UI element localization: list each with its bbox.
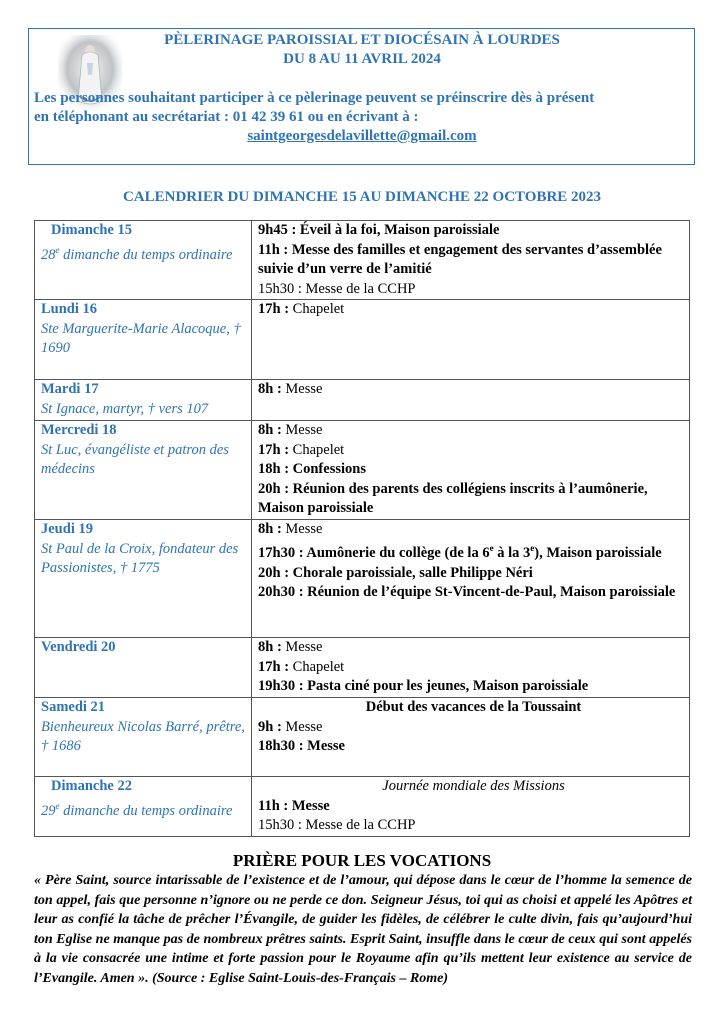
saint-of-day: Ste Marguerite-Marie Alacoque, † 1690 xyxy=(41,320,241,356)
event: 17h : Chapelet xyxy=(258,441,345,458)
day-cell xyxy=(35,380,252,421)
event: 20h30 : Réunion de l’équipe St-Vincent-de-Paul, Maison paroissiale xyxy=(258,584,676,601)
text-line-1: Les personnes souhaitant participer à ce pèlerinage peuvent se préinscrire dès à présent xyxy=(34,90,595,106)
table-row xyxy=(35,520,690,638)
event: 8h : Messe xyxy=(258,381,323,397)
table-row xyxy=(35,698,690,777)
event: 9h : Messe xyxy=(258,718,323,735)
events-cell xyxy=(252,698,690,777)
events-cell xyxy=(252,421,690,520)
pilgrimage-title xyxy=(0,31,724,69)
event: 15h30 : Messe de la CCHP xyxy=(258,280,416,297)
saint-of-day: St Paul de la Croix, fondateur des Passionistes, † 1775 xyxy=(41,540,239,576)
day-name: Mercredi 18 xyxy=(41,422,117,438)
event: 18h : Confessions xyxy=(258,461,366,477)
day-cell xyxy=(35,221,252,300)
day-name: Lundi 16 xyxy=(41,301,98,317)
day-note: Début des vacances de la Toussaint xyxy=(365,699,582,715)
event: 11h : Messe des familles et engagement des servantes d’assemblée suivie d’un verre de l’amitié xyxy=(258,241,662,277)
calendar-table xyxy=(34,220,690,837)
calendar-title: CALENDRIER DU DIMANCHE 15 AU DIMANCHE 22 OCTOBRE 2023 xyxy=(122,189,602,205)
prayer-title: PRIÈRE POUR LES VOCATIONS xyxy=(232,851,492,870)
table-row xyxy=(35,777,690,837)
day-cell xyxy=(35,638,252,698)
table-row xyxy=(35,300,690,380)
events-cell xyxy=(252,777,690,837)
event: 8h : Messe xyxy=(258,639,323,655)
events-cell xyxy=(252,638,690,698)
liturgical-day: 28e dimanche du temps ordinaire xyxy=(41,244,233,263)
saint-of-day: St Ignace, martyr, † vers 107 xyxy=(41,400,209,417)
table-row xyxy=(35,380,690,421)
event: 20h : Chorale paroissiale, salle Philippe Néri xyxy=(258,564,533,581)
event: 20h : Réunion des parents des collégiens inscrits à l’aumônerie, Maison paroissiale xyxy=(258,480,648,516)
day-name: Samedi 21 xyxy=(41,699,106,715)
event: 9h45 : Éveil à la foi, Maison paroissiale xyxy=(258,222,500,238)
event: 19h30 : Pasta ciné pour les jeunes, Maison paroissiale xyxy=(258,678,589,694)
event: 17h30 : Aumônerie du collège (de la 6e à la 3e), Maison paroissiale xyxy=(258,543,662,562)
day-cell xyxy=(35,300,252,380)
event: 18h30 : Messe xyxy=(258,738,345,754)
events-cell xyxy=(252,221,690,300)
day-name: Vendredi 20 xyxy=(41,639,116,655)
events-cell xyxy=(252,380,690,421)
event: 17h : Chapelet xyxy=(258,301,345,317)
day-cell xyxy=(35,777,252,837)
day-name: Mardi 17 xyxy=(41,381,99,397)
event: 17h : Chapelet xyxy=(258,658,345,675)
table-row xyxy=(35,638,690,698)
title-line-1: PÈLERINAGE PAROISSIAL ET DIOCÉSAIN À LOURDES xyxy=(164,32,560,48)
events-cell xyxy=(252,300,690,380)
title-line-2: DU 8 AU 11 AVRIL 2024 xyxy=(283,51,441,67)
day-note: Journée mondiale des Missions xyxy=(382,778,565,794)
event: 8h : Messe xyxy=(258,521,323,537)
day-name: Dimanche 22 xyxy=(51,778,132,794)
event: 8h : Messe xyxy=(258,422,323,438)
table-row xyxy=(35,221,690,300)
saint-of-day: Bienheureux Nicolas Barré, prêtre, † 1686 xyxy=(41,718,245,754)
liturgical-day: 29e dimanche du temps ordinaire xyxy=(41,800,233,819)
text-line-2: en téléphonant au secrétariat : 01 42 39 61 ou en écrivant à : xyxy=(34,109,419,125)
prayer-text: « Père Saint, source intarissable de l’existence et de l’amour, qui dépose dans le cœur de l’homme la semence de ton appel, fais que personne n’ignore ou ne perde ce don. Seigneur Jésus, toi qui as choisi et appelé les Apôtres et leur as confié la tâche de prêcher l’Évangile, de guider les fidèles, de célébrer le culte divin, fais qu’aujourd’hui ton Eglise ne manque pas de nombreux prêtres saints. Esprit Saint, insuffle dans le cœur de ceux qui sont appelés à la vie consacrée une intime et forte passion pour le Royaume afin qu’ils mettent leur existence au service de l’Evangile. Amen ». (Source : Eglise Saint-Louis-des-Français – Rome) xyxy=(34,873,692,986)
day-cell xyxy=(35,520,252,638)
events-cell xyxy=(252,520,690,638)
day-name: Dimanche 15 xyxy=(51,222,132,238)
saint-of-day: St Luc, évangéliste et patron des médecins xyxy=(41,441,229,477)
table-row xyxy=(35,421,690,520)
registration-text xyxy=(34,89,689,127)
day-name: Jeudi 19 xyxy=(41,521,93,537)
email-link[interactable]: saintgeorgesdelavillette@gmail.com xyxy=(247,128,477,144)
day-cell xyxy=(35,421,252,520)
day-cell xyxy=(35,698,252,777)
event: 15h30 : Messe de la CCHP xyxy=(258,817,416,833)
event: 11h : Messe xyxy=(258,797,330,814)
